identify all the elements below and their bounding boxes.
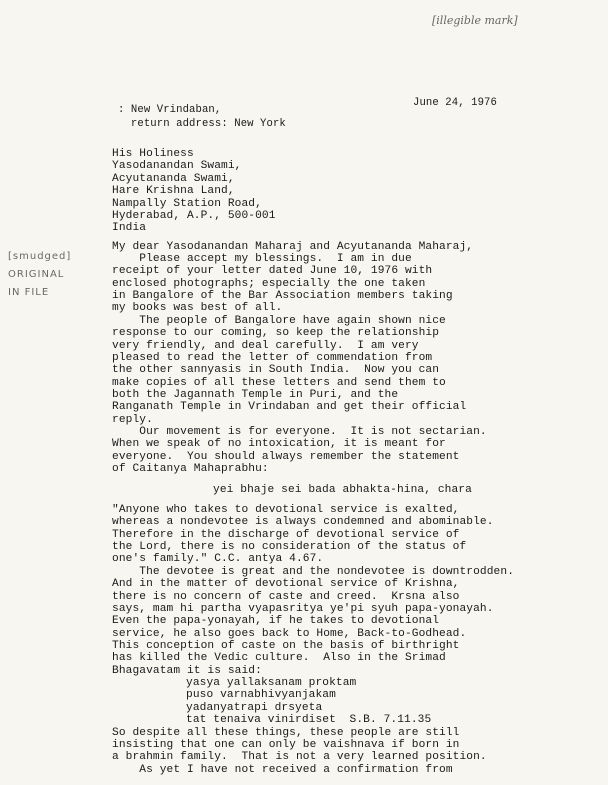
body-line: enclosed photographs; especially the one taken bbox=[112, 277, 426, 290]
addressee-line: Nampally Station Road, bbox=[112, 197, 262, 210]
body-line: both the Jagannath Temple in Puri, and the bbox=[112, 389, 399, 401]
body-line: When we speak of no intoxication, it is meant for bbox=[112, 438, 446, 451]
verse2-line: puso varnabhivyanjakam bbox=[186, 689, 336, 702]
closing-line: So despite all these things, these people are still bbox=[112, 726, 460, 739]
addressee-line: Hare Krishna Land, bbox=[112, 185, 235, 198]
body-line: pleased to read the letter of commendation from bbox=[112, 351, 433, 364]
body-line: very friendly, and deal carefully. I am very bbox=[112, 339, 419, 352]
quote-line: And in the matter of devotional service of Krishna, bbox=[112, 578, 460, 591]
verse2-line: yasya yallaksanam proktam bbox=[186, 677, 357, 690]
body-line: reply. bbox=[112, 413, 153, 426]
addressee-line: His Holiness bbox=[112, 148, 194, 160]
addressee-line: Yasodanandan Swami, bbox=[112, 160, 242, 173]
quote-line: Therefore in the discharge of devotional service of bbox=[112, 528, 460, 541]
body-line: in Bangalore of the Bar Association members taking bbox=[112, 290, 453, 302]
stamp-line: ORIGINAL bbox=[8, 269, 65, 280]
verse-line: yei bhaje sei bada abhakta-hina, chara bbox=[213, 483, 472, 496]
verse2-line: yadanyatrapi drsyeta bbox=[186, 701, 323, 714]
quote-line: one's family." C.C. antya 4.67. bbox=[112, 553, 324, 566]
addressee-line: Hyderabad, A.P., 500-001 bbox=[112, 209, 276, 222]
closing-line: insisting that one can only be vaishnava if born in bbox=[112, 738, 460, 751]
quote-line: The devotee is great and the nondevotee is downtrodden. bbox=[112, 565, 515, 578]
verse2-line: tat tenaiva vinirdiset S.B. 7.11.35 bbox=[186, 714, 432, 727]
letter-date: June 24, 1976 bbox=[413, 97, 497, 109]
body-line: Ranganath Temple in Vrindaban and get their official bbox=[112, 401, 467, 414]
quote-line: "Anyone who takes to devotional service is exalted, bbox=[112, 503, 460, 516]
quote-line: Bhagavatam it is said: bbox=[112, 664, 262, 677]
addressee-line: Acyutananda Swami, bbox=[112, 172, 235, 185]
closing-line: a brahmin family. That is not a very learned position. bbox=[112, 751, 487, 764]
body-line: Please accept my blessings. I am in due bbox=[112, 252, 412, 265]
quote-line: Even the papa-yonayah, if he takes to devotional bbox=[112, 615, 440, 628]
body-line: everyone. You should always remember the statement bbox=[112, 450, 460, 463]
quote-line: whereas a nondevotee is always condemned and abominable. bbox=[112, 516, 494, 529]
quote-line: This conception of caste on the basis of birthright bbox=[112, 640, 460, 652]
body-line: receipt of your letter dated June 10, 1976 with bbox=[112, 265, 433, 278]
body-line: The people of Bangalore have again shown nice bbox=[112, 314, 446, 327]
salutation: My dear Yasodanandan Maharaj and Acyutananda Maharaj, bbox=[112, 240, 474, 253]
quote-line: there is no concern of caste and creed. Krsna also bbox=[112, 590, 460, 603]
stamp-line: IN FILE bbox=[8, 287, 50, 298]
addressee-line: India bbox=[112, 222, 147, 235]
from-line: : New Vrindaban, bbox=[118, 104, 222, 116]
body-line: the other sannyasis in South India. Now you can bbox=[112, 364, 440, 377]
quote-line: the Lord, there is no consideration of the status of bbox=[112, 541, 467, 553]
original-in-file-stamp bbox=[8, 248, 78, 302]
quote-line: has killed the Vedic culture. Also in the Srimad bbox=[112, 652, 446, 665]
body-line: Our movement is for everyone. It is not sectarian. bbox=[112, 426, 487, 439]
quote-line: service, he also goes back to Home, Back-to-Godhead. bbox=[112, 627, 467, 640]
closing-line: As yet I have not received a confirmation from bbox=[112, 763, 453, 776]
body-line: response to our coming, so keep the relationship bbox=[112, 327, 440, 340]
body-line: make copies of all these letters and send them to bbox=[112, 376, 446, 389]
quote-line: says, mam hi partha vyapasritya ye'pi syuh papa-yonayah. bbox=[112, 602, 494, 615]
stamp-line: [smudged] bbox=[8, 251, 72, 262]
from-line: return address: New York bbox=[118, 118, 286, 130]
corner-handwritten-mark: [illegible mark] bbox=[432, 14, 518, 27]
body-line: of Caitanya Mahaprabhu: bbox=[112, 463, 269, 476]
body-line: my books was best of all. bbox=[112, 302, 283, 315]
